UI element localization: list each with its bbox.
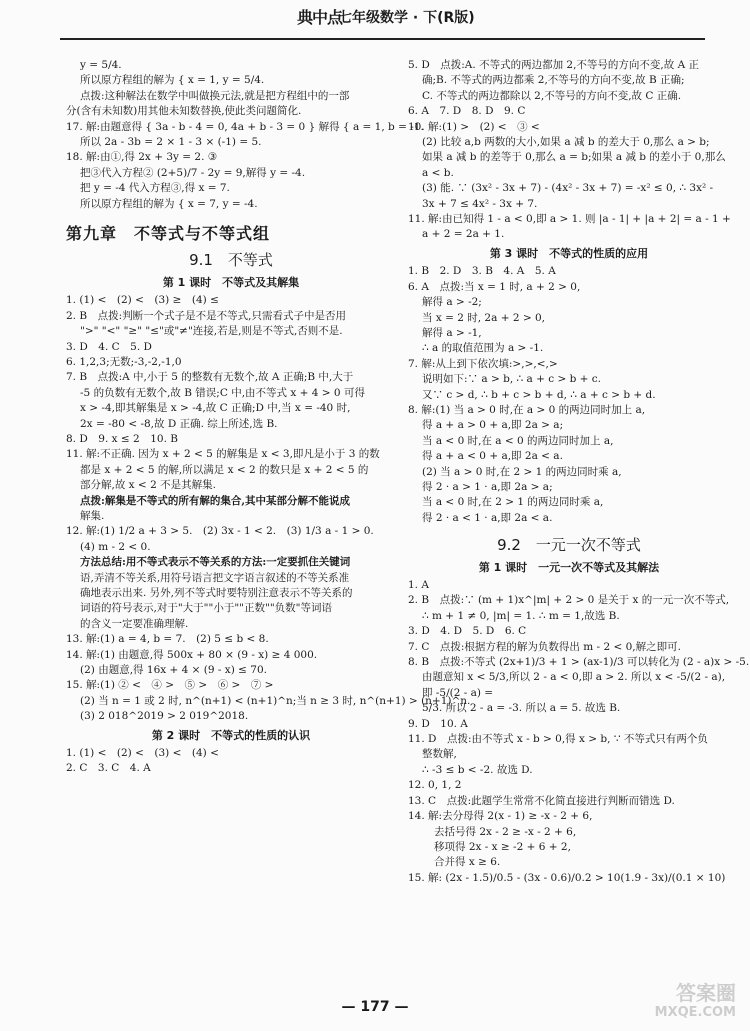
answer-line: 2x = -80 < -8,故 D 正确. 综上所述,选 B.: [80, 417, 278, 430]
answer-line: 14. 解:(1) 由题意,得 500x + 80 × (9 - x) ≥ 4 000.: [66, 648, 318, 661]
answer-line: 所以原方程组的解为 { x = 1, y = 5/4.: [80, 74, 265, 87]
answer-line: (3) 2 018^2019 > 2 019^2018.: [80, 710, 249, 723]
answer-line: 11. 解:不正确. 因为 x + 2 < 5 的解集是 x < 3,即凡是小于 3 的数: [66, 448, 380, 461]
answer-line: 7. B 点拨:A 中,小于 5 的整数有无数个,故 A 正确;B 中,大于: [66, 371, 354, 384]
lesson-title: 第 2 课时 不等式的性质的认识: [151, 728, 311, 742]
answer-line: (2) 比较 a,b 两数的大小,如果 a 减 b 的差大于 0,那么 a > b;: [422, 136, 710, 149]
answer-line: 得 a + a < 0 + a,即 2a < a.: [422, 450, 563, 463]
answer-line: 7. C 点拨:根据方程的解为负数得出 m - 2 < 0,解之即可.: [408, 640, 681, 653]
watermark-logo: [655, 983, 736, 1023]
answer-line: 确;B. 不等式的两边都乘 2,不等号的方向不变,故 B 正确;: [422, 74, 685, 87]
answer-line: 17. 解:由题意得 { 3a - b - 4 = 0, 4a + b - 3 = 0 } 解得 { a = 1, b = -1.: [66, 120, 424, 133]
answer-line: 都是 x + 2 < 5 的解,所以满足 x < 2 的数只是 x + 2 < 5 的: [80, 463, 369, 476]
answer-line: 11. D 点拨:由不等式 x - b > 0,得 x > b, ∵ 不等式只有两个负: [408, 733, 708, 746]
answer-line: 点拨:解集是不等式的所有解的集合,其中某部分解不能说成: [80, 494, 351, 507]
watermark-top: 答案圈: [676, 981, 736, 1005]
answer-line: 8. 解:(1) 当 a > 0 时,在 a > 0 的两边同时加上 a,: [408, 403, 646, 416]
answer-line: 把 y = -4 代入方程③,得 x = 7.: [80, 182, 230, 195]
answer-line: 说明如下:∵ a > b, ∴ a + c > b + c.: [422, 373, 602, 386]
answer-line: y = 5/4.: [80, 59, 122, 71]
answer-line: 点拨:这种解法在数学中叫做换元法,就是把方程组中的一部: [80, 89, 350, 102]
lesson-title: 第 1 课时 一元一次不等式及其解法: [478, 560, 660, 574]
answer-line: (2) 由题意,得 16x + 4 × (9 - x) ≤ 70.: [80, 664, 267, 677]
section-title: 9.2 一元一次不等式: [497, 536, 641, 555]
answer-line: 合并得 x ≥ 6.: [434, 856, 501, 869]
answer-line: 6. 1,2,3;无数;-3,-2,-1,0: [66, 355, 182, 368]
answer-line: 8. D 9. x ≤ 2 10. B: [66, 432, 178, 445]
answer-line: (2) 当 n = 1 或 2 时, n^(n+1) < (n+1)^n;当 n ≥ 3 时, n^(n+1) > (n+1)^n.: [80, 694, 471, 707]
answer-line: 解集.: [80, 509, 105, 522]
answer-line: 方法总结:用不等式表示不等关系的方法:一定要抓住关键词: [80, 556, 351, 569]
answer-line: 18. 解:由①,得 2x + 3y = 2. ③: [66, 151, 218, 164]
answer-line: 由题意知 x < 5/3,所以 2 - a < 0,即 a > 2. 所以 x < -5/(2 - a),即 -5/(2 - a) =: [422, 671, 726, 699]
answer-line: 2. B 点拨:判断一个式子是不是不等式,只需看式子中是否用: [66, 309, 346, 322]
answer-line: 2. B 点拨:∵ (m + 1)x^|m| + 2 > 0 是关于 x 的一元一次不等式,: [408, 594, 730, 607]
answer-line: 得 2 · a > 1 · a,即 2a > a;: [422, 480, 553, 493]
book-title: 七年级数学 · 下(R版): [338, 10, 475, 26]
answer-line: 15. 解:(1) ② < ④ > ⑤ > ⑥ > ⑦ >: [66, 679, 274, 692]
lesson-title: 第 3 课时 不等式的性质的应用: [489, 246, 649, 260]
answer-line: 解得 a > -1,: [422, 326, 482, 339]
answer-line: 8. B 点拨:不等式 (2x+1)/3 + 1 > (ax-1)/3 可以转化为 (2 - a)x > -5.: [408, 656, 750, 669]
brand-logo: 典中点: [297, 8, 343, 27]
answer-line: -5 的负数有无数个,故 B 错误;C 中,由不等式 x + 4 > 0 可得: [80, 386, 365, 399]
answer-line: 移项得 2x - x ≥ -2 + 6 + 2,: [434, 840, 571, 853]
answer-line: 1. B 2. D 3. B 4. A 5. A: [408, 265, 556, 278]
answer-line: 1. (1) < (2) < (3) < (4) <: [66, 747, 219, 760]
answer-line: 分(含有未知数)用其他未知数替换,使此类问题简化.: [66, 105, 302, 118]
answer-line: 6. A 7. D 8. D 9. C: [408, 105, 526, 118]
answer-line: 得 2 · a < 1 · a,即 2a < a.: [422, 511, 553, 524]
answer-line: ∴ m + 1 ≠ 0, |m| = 1. ∴ m = 1,故选 B.: [422, 609, 620, 622]
answer-line: 10. 解:(1) > (2) < ③ <: [408, 120, 540, 133]
answer-line: 15. 解: (2x - 1.5)/0.5 - (3x - 0.6)/0.2 > 10(1.9 - 3x)/(0.1 × 10): [408, 871, 726, 884]
answer-line: 13. 解:(1) a = 4, b = 7. (2) 5 ≤ b < 8.: [66, 633, 269, 646]
answer-line: 整数解,: [422, 748, 457, 761]
answer-line: 得 a + a > 0 + a,即 2a > a;: [422, 419, 564, 432]
answer-line: 7. 解:从上到下依次填:>,>,<,>: [408, 357, 558, 370]
header-rule: [60, 38, 705, 40]
answer-line: 确地表示出来. 另外,列不等式时要特别注意表示不等关系的: [80, 587, 353, 599]
answer-line: 1. A: [408, 579, 429, 591]
answer-line: 当 a < 0 时,在 2 > 1 的两边同时乘 a,: [422, 496, 604, 509]
answer-line: (2) 当 a > 0 时,在 2 > 1 的两边同时乘 a,: [422, 465, 622, 478]
watermark-bottom: MXQE.COM: [654, 1005, 736, 1020]
answer-line: 6. A 点拨:当 x = 1 时, a + 2 > 0,: [408, 280, 581, 293]
answer-line: 11. 解:由已知得 1 - a < 0,即 a > 1. 则 |a - 1| + |a + 2| = a - 1 +: [408, 213, 731, 226]
page-header: [0, 6, 750, 44]
answer-line: 5. D 点拨:A. 不等式的两边都加 2,不等号的方向不变,故 A 正: [408, 59, 700, 71]
answer-line: 14. 解:去分母得 2(x - 1) ≥ -x - 2 + 6,: [408, 810, 593, 823]
answer-line: a + 2 = 2a + 1.: [422, 228, 505, 241]
answer-line: ∴ -3 ≤ b < -2. 故选 D.: [422, 763, 533, 776]
answer-line: 所以原方程组的解为 { x = 7, y = -4.: [80, 197, 258, 210]
answer-line: 的含义一定要准确理解.: [80, 617, 189, 630]
answer-line: 3x + 7 ≤ 4x² - 3x + 7.: [422, 197, 538, 210]
answer-line: 5/3. 所以 2 - a = -3. 所以 a = 5. 故选 B.: [422, 702, 621, 715]
answer-line: 又∵ c > d, ∴ b + c > b + d, ∴ a + c > b + d.: [422, 388, 656, 401]
answer-line: 所以 2a - 3b = 2 × 1 - 3 × (-1) = 5.: [80, 136, 262, 149]
answer-line: 当 x = 2 时, 2a + 2 > 0,: [422, 311, 546, 324]
answer-line: 解得 a > -2;: [422, 296, 482, 309]
answer-line: 1. (1) < (2) < (3) ≥ (4) ≤: [66, 294, 219, 307]
answer-line: 部分解,故 x < 2 不是其解集.: [80, 479, 216, 492]
answer-line: 3. D 4. C 5. D: [66, 340, 152, 353]
answer-line: (3) 能. ∵ (3x² - 3x + 7) - (4x² - 3x + 7) = -x² ≤ 0, ∴ 3x² -: [422, 182, 714, 195]
answer-line: (4) m - 2 < 0.: [80, 540, 151, 553]
answer-line: ∴ a 的取值范围为 a > -1.: [422, 342, 544, 355]
answer-line: 把③代入方程② (2+5)/7 - 2y = 9,解得 y = -4.: [80, 166, 306, 179]
answer-line: ">" "<" "≥" "≤"或"≠"连接,若是,则是不等式,否则不是.: [80, 325, 343, 338]
answer-line: 语,弄清不等关系,用符号语言把文字语言叙述的不等关系准: [80, 571, 350, 584]
page-number: — 177 —: [341, 999, 409, 1015]
answer-line: 13. C 点拨:此题学生常常不化简直接进行判断而错选 D.: [408, 794, 675, 807]
answer-line: 2. C 3. C 4. A: [66, 762, 151, 775]
answer-line: 如果 a 减 b 的差等于 0,那么 a = b;如果 a 减 b 的差小于 0,那么 a < b.: [422, 151, 726, 179]
section-title: 9.1 不等式: [189, 251, 273, 270]
answer-line: 9. D 10. A: [408, 717, 468, 730]
answer-line: x > -4,即其解集是 x > -4,故 C 正确;D 中,当 x = -40 时,: [80, 402, 351, 415]
answer-line: 去括号得 2x - 2 ≥ -x - 2 + 6,: [434, 825, 577, 838]
lesson-title: 第 1 课时 不等式及其解集: [162, 275, 300, 289]
answer-line: 当 a < 0 时,在 a < 0 的两边同时加上 a,: [422, 434, 614, 447]
chapter-title: 第九章 不等式与不等式组: [66, 224, 271, 244]
answer-line: C. 不等式的两边都除以 2,不等号的方向不变,故 C 正确.: [422, 89, 682, 102]
answer-line: 3. D 4. D 5. D 6. C: [408, 625, 527, 638]
right-column: [408, 58, 750, 886]
answer-line: 12. 0, 1, 2: [408, 779, 462, 792]
answer-line: 词语的符号表示,对于"大于""小于""正数""负数"等词语: [80, 602, 332, 615]
answer-line: 12. 解:(1) 1/2 a + 3 > 5. (2) 3x - 1 < 2. (3) 1/3 a - 1 > 0.: [66, 525, 374, 538]
